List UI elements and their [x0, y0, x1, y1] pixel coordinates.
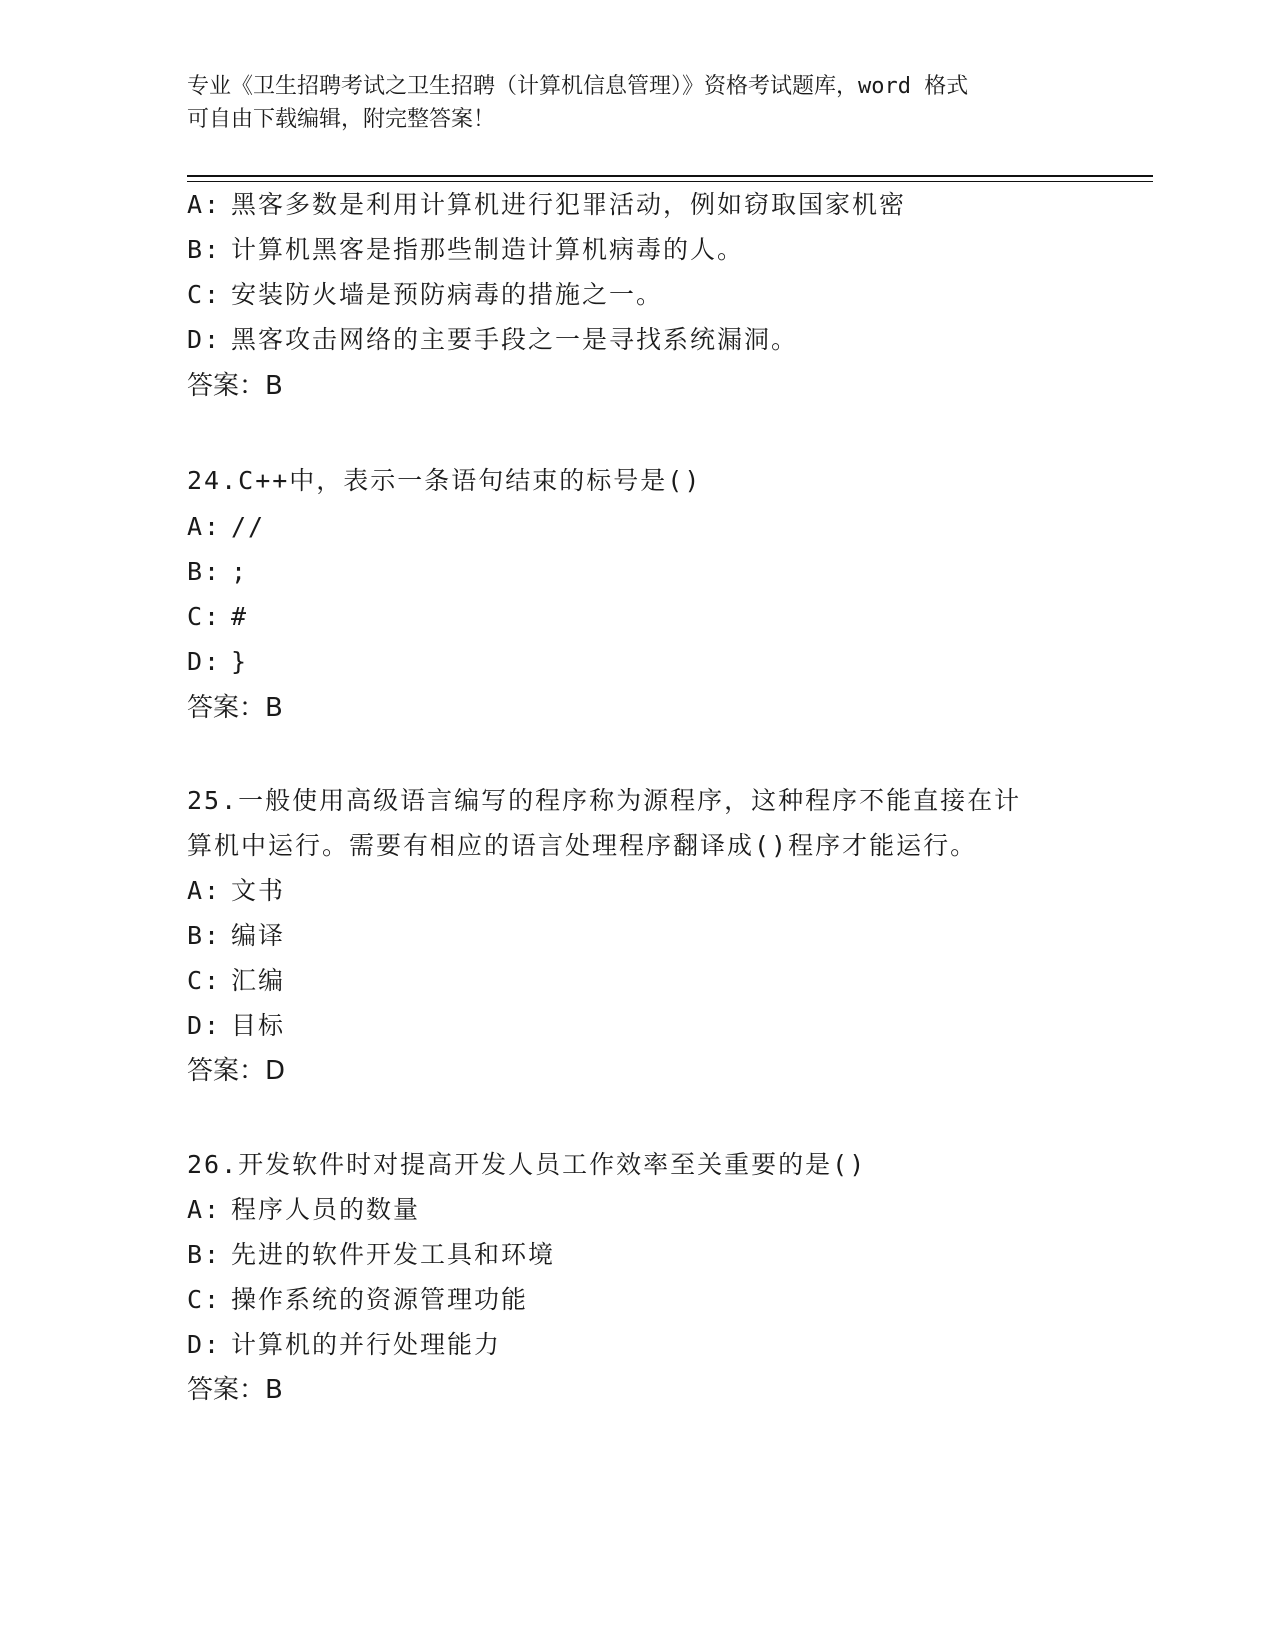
q24-answer: 答案：B [187, 693, 283, 723]
q26-option-c: C: 操作系统的资源管理功能 [187, 1285, 529, 1314]
q25-option-b: B: 编译 [187, 921, 286, 950]
q25-question-line-2: 算机中运行。需要有相应的语言处理程序翻译成()程序才能运行。 [187, 831, 978, 860]
q23-answer: 答案：B [187, 371, 283, 401]
header-divider-bottom [187, 181, 1153, 182]
q26-option-d: D: 计算机的并行处理能力 [187, 1330, 502, 1359]
q23-option-a: A: 黑客多数是利用计算机进行犯罪活动，例如窃取国家机密 [187, 190, 907, 219]
q25-question-line-1: 25.一般使用高级语言编写的程序称为源程序，这种程序不能直接在计 [187, 786, 1022, 815]
q24-option-b: B: ; [187, 557, 249, 586]
header-line-2: 可自由下载编辑，附完整答案！ [187, 107, 496, 132]
document-header [187, 70, 1087, 136]
q23-option-d: D: 黑客攻击网络的主要手段之一是寻找系统漏洞。 [187, 325, 799, 354]
q25-answer: 答案：D [187, 1056, 286, 1086]
q24-option-a: A: // [187, 512, 266, 541]
header-line-1: 专业《卫生招聘考试之卫生招聘（计算机信息管理）》资格考试题库，word 格式 [187, 74, 969, 99]
q23-option-b: B: 计算机黑客是指那些制造计算机病毒的人。 [187, 235, 745, 264]
q26-answer: 答案：B [187, 1375, 283, 1405]
q25-option-a: A: 文书 [187, 876, 286, 905]
q26-question: 26.开发软件时对提高开发人员工作效率至关重要的是() [187, 1150, 867, 1179]
q26-option-a: A: 程序人员的数量 [187, 1195, 421, 1224]
header-divider-top [187, 175, 1153, 177]
q25-option-c: C: 汇编 [187, 966, 286, 995]
q26-option-b: B: 先进的软件开发工具和环境 [187, 1240, 556, 1269]
q23-option-c: C: 安装防火墙是预防病毒的措施之一。 [187, 280, 664, 309]
q24-question: 24.C++中，表示一条语句结束的标号是() [187, 466, 702, 495]
q24-option-c: C: # [187, 602, 249, 631]
q24-option-d: D: } [187, 647, 249, 676]
q25-option-d: D: 目标 [187, 1011, 286, 1040]
